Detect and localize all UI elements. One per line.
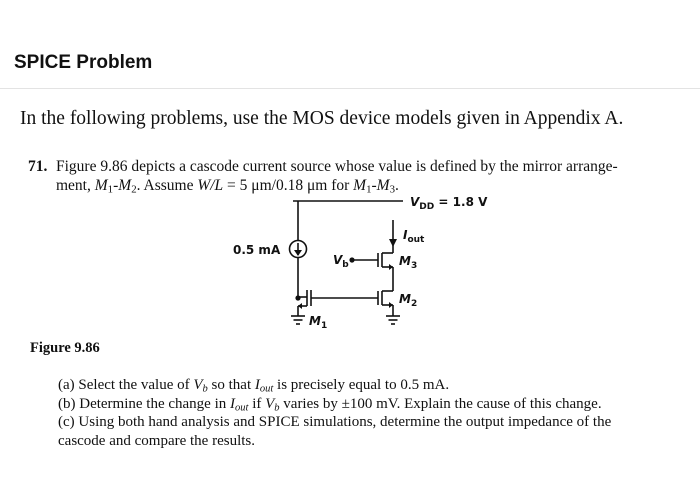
part-a: (a) Select the value of $V_b$ so that $I_{out}$ is precisely equal to 0.5 mA. (58, 377, 450, 395)
part-c-line1: (c) Using both hand analysis and SPICE simulations, determine the output impedance of the (58, 414, 612, 430)
source-value-label: 0.5 mA (233, 243, 281, 257)
vdd-label: $V_{DD} = 1.8$ V (410, 195, 488, 212)
page-title: SPICE Problem (14, 52, 153, 73)
junction-dot (295, 295, 300, 300)
current-direction-arrow (294, 250, 302, 256)
m3-label: $M_3$ (399, 254, 418, 271)
m2-label: $M_2$ (399, 292, 418, 309)
part-b: (b) Determine the change in $I_{out}$ if $V_b$ varies by ±100 mV. Explain the cause of this change. (58, 395, 602, 414)
figure-caption: Figure 9.86 (30, 340, 100, 356)
problem-number: 71. (28, 158, 48, 175)
part-c-line2: cascode and compare the results. (58, 432, 255, 449)
m1-label: $M_1$ (309, 314, 328, 331)
problem-parts (58, 376, 611, 450)
problem-text-line2: ment, $M_1-M_2$. Assume W/L = 5 μm/0.18 μm for $M_1-M_3$. (56, 177, 399, 196)
iout-label: $I_{out}$ (403, 228, 425, 245)
iout-arrow (389, 239, 397, 247)
intro-text: In the following problems, use the MOS device models given in Appendix A. (20, 108, 624, 129)
problem-text-line1: Figure 9.86 depicts a cascode current source whose value is defined by the mirror arrange- (56, 158, 618, 175)
vb-terminal (349, 257, 354, 262)
vb-label: $V_b$ (333, 253, 349, 270)
